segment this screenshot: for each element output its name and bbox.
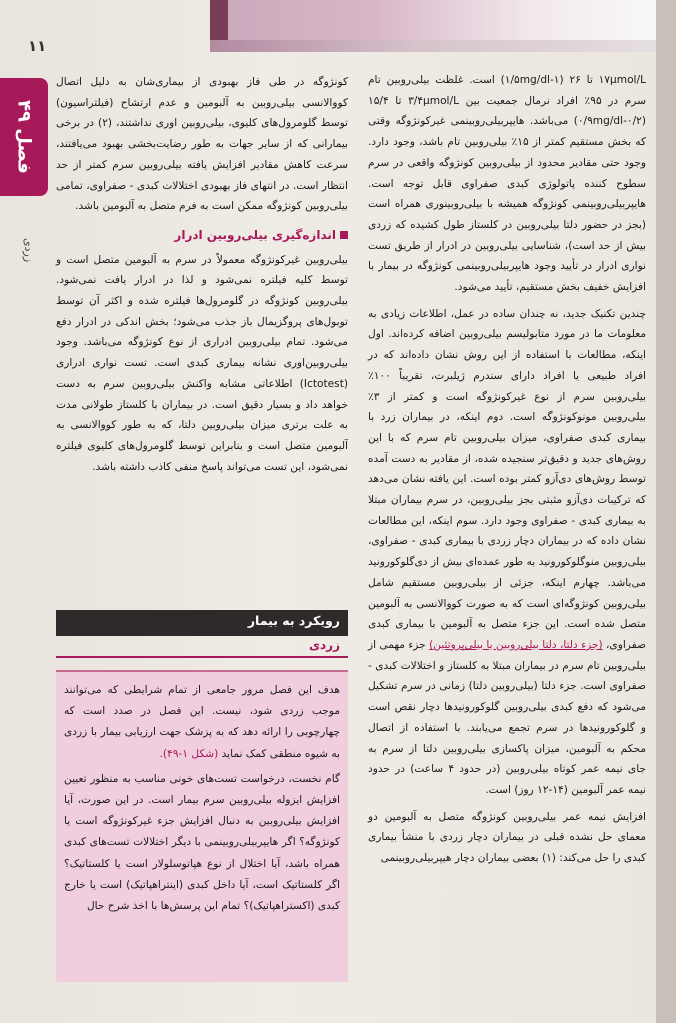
section-heading-urine-bilirubin: [56, 225, 348, 246]
left-paragraph-2: بیلی‌روبین غیرکونژوگه معمولاً در سرم به آلبومین متصل است و توسط کلیه فیلتره نمی‌شود و لذا در ادرار یافت نمی‌شود. بیلی‌روبین کونژوگه در گلومرول‌ها فیلتره شده و اکثر آن توسط توبول‌های پروگزیمال باز جذب می‌شود؛ بخش اندکی در ادرار دفع می‌شود. تمام بیلی‌روبین ادراری از نوع کونژوگه می‌باشد. وجود بیلی‌روبین‌اوری نشانه بیماری کبدی است. تست نواری ادراری (Ictotest) اطلاعاتی مشابه واکنش بیلی‌روبین سرم به دست خواهد داد و بسیار دقیق است. در بیماران با کلستاز طولانی مدت به علت برتری میزان بیلی‌روبین دلتا، که به طور کووالانسی به آلبومین متصل است و بنابراین توسط گلومرول‌های کلیوی فیلتره نمی‌شود، این تست می‌تواند پاسخ منفی کاذب داشته باشد.: [56, 253, 348, 473]
page-spine-shadow: [656, 0, 676, 1023]
right-paragraph-2-tail: جزء مهمی از بیلی‌روبین تام سرم در بیماران مبتلا به کلستاز و اختلالات کبدی - صفراوی است. جزء دلتا (بیلی‌روبین دلتا) زمانی در سرم تشکیل می‌شود که دفع کبدی بیلی‌روبین گلوکورونیدها دچار نقص است و گلوکورونیدها در سرم تجمع می‌یابند. با استفاده از اتصال محکم به آلبومین، میزان پاکسازی بیلی‌روبین دلتا از سرم به جای نیمه عمر کوتاه بیلی‌روبین (در حدود ۴ ساعت) در حدود نیمه عمر آلبومین (۱۴-۱۲ روز) است.: [368, 638, 646, 796]
right-paragraph-3: افزایش نیمه عمر بیلی‌روبین کونژوگه متصل به آلبومین دو معمای حل نشده قبلی در بیماران دچار زردی با منشأ بیماری کبدی را حل می‌کند: (۱) بعضی بیماران دچار هیپربیلی‌روبینمی: [368, 810, 646, 865]
section-heading-text: اندازه‌گیری بیلی‌روبین ادرار: [174, 227, 336, 242]
delta-fraction-highlight: (جزء دلتا، دلتا بیلی‌روبین یا بیلی‌پروتئین): [429, 638, 603, 651]
approach-title-bar: [56, 610, 348, 636]
page-number: ۱۱: [28, 37, 47, 55]
right-paragraph-2: [368, 304, 646, 801]
heading-square-icon: [340, 231, 348, 239]
right-paragraph-2-text: چندین تکنیک جدید، نه چندان ساده در عمل، اطلاعات زیادی به معلومات ما در مورد متابولیسم بیلی‌روبین اضافه کرده‌اند. اول اینکه، مطالعات با استفاده از این روش نشان داده‌اند که در افراد طبیعی یا افراد دارای سندرم ژیلبرت، تقریباً ۱۰۰٪ بیلی‌روبین سرم از نوع غیرکونژوگه است و کمتر از ۳٪ بیلی‌روبین مونوکونژوگه است. دوم اینکه، در بیماران زرد با بیماری کبدی صفراوی، میزان بیلی‌روبین تام سرم که با این روش‌های جدید و دقیق‌تر سنجیده شده، از مقادیر به دست آمده توسط روش‌های دی‌آزو کمتر بوده است. این یافته نشان می‌دهد که ترکیبات دی‌آزو مثبتی بجز بیلی‌روبین، در سرم بیماران مبتلا به بیماری کبدی - صفراوی وجود دارد. سوم اینکه، این مطالعات نشان داده که در بیماران دچار زردی با بیماری کبدی - صفراوی، بیلی‌روبین منوگلوکورونید به طور عمده‌ای بیش از دی‌گلوکورونید می‌باشد. چهارم اینکه، جزئی از بیلی‌روبین مستقیم شامل بیلی‌روبین کونژوگه‌ای است که به صورت کووالانسی به آلبومین متصل شده است. این جزء متصل به آلبومین با بیماری کبدی صفراوی،: [368, 307, 646, 651]
approach-title: رویکرد به بیمار: [247, 613, 340, 628]
chapter-label: فصل ۴۹: [13, 100, 35, 174]
right-column: [368, 70, 646, 869]
approach-divider: [56, 656, 348, 658]
left-column: [56, 72, 348, 477]
approach-header: [56, 610, 348, 658]
figure-reference: (شکل ۱-۴۹).: [159, 747, 219, 760]
pink-box-text: [64, 680, 340, 917]
pink-paragraph-2: گام نخست، درخواست تست‌های خونی مناسب به منظور تعیین افزایش ایزوله بیلی‌روبین سرم بیمار است. در این صورت، آیا افزایش بیلی‌روبین به دنبال افزایش جزء غیرکونژوگه است یا کونژوگه؟ اگر هایپربیلی‌روبینمی با دیگر اختلالات تست‌های کبدی همراه باشد، آیا اختلال از نوع هپاتوسلولار است یا کلستاتیک؟ اگر کلستاتیک است، آیا داخل کبدی (اینتراهپاتیک) است یا خارج کبدی (اکستراهپاتیک)؟ تمام این پرسش‌ها با اخذ شرح حال: [64, 772, 340, 913]
approach-pink-box: [56, 670, 348, 982]
side-topic-label: زردی: [22, 237, 35, 263]
approach-subtitle: زردی: [309, 638, 340, 652]
top-photo-strip: [210, 0, 676, 50]
right-paragraph-1: ۱۷μmol/L تا ۲۶ (۱/۵mg/dl-۱) است. غلظت بیلی‌روبین تام سرم در ۹۵٪ افراد نرمال جمعیت بین ۳/۴μmol/L تا ۱۵/۴ (۰/۲-۰/۹mg/dl) می‌باشد. هایپربیلی‌روبینمی غیرکونژوگه وقتی که بخش مستقیم کمتر از ۱۵٪ بیلی‌روبین تام باشد، وجود دارد. وجود حتی مقادیر محدود از بیلی‌روبین کونژوگه واقعی در سرم سطوح کننده پاتولوژی کبدی صفراوی قابل توجه است. هایپربیلی‌روبینمی کونژوگه همیشه با بیلی‌روبینوری همراه است (بجز در حضور دلتا بیلی‌روبین در کلستاز طول کشیده که زردی بیش از حد است)، شناسایی بیلی‌روبین در ادرار از طریق تست نواری ادرار در تأیید وجود هایپربیلی‌روبینمی کونژوگه در بیمار با افزایش خفیف بخش مستقیم، تأیید می‌شود.: [368, 74, 646, 294]
pink-paragraph-1: [64, 680, 340, 765]
photo-bottom-band: [210, 40, 676, 52]
left-paragraph-1: کونژوگه در طی فاز بهبودی از بیماری‌شان به دلیل اتصال کووالانسی بیلی‌روبین به آلبومین و عدم ارتشاح (فیلتراسیون) توسط گلومرول‌های کلیوی، بیلی‌روبین اوری نداشتند، (۲) در برخی بیمارانی که از سایر جهات به طور رضایت‌بخشی بهبود می‌یافتند، سرعت کاهش مقادیر افزایش یافته بیلی‌روبین سرم کمتر از حد انتظار است. در انتهای فاز بهبودی اختلالات کبدی - صفراوی، تمامی بیلی‌روبین کونژوگه ممکن است به فرم متصل به آلبومین باشد.: [56, 76, 348, 213]
pink-paragraph-1-text: هدف این فصل مرور جامعی از تمام شرایطی که می‌توانند موجب زردی شود، نیست. این فصل در صدد است که چهارچوبی را ارائه دهد که به پزشک جهت ارزیابی بیمار با زردی به شیوه منطقی کمک نماید: [64, 684, 340, 760]
